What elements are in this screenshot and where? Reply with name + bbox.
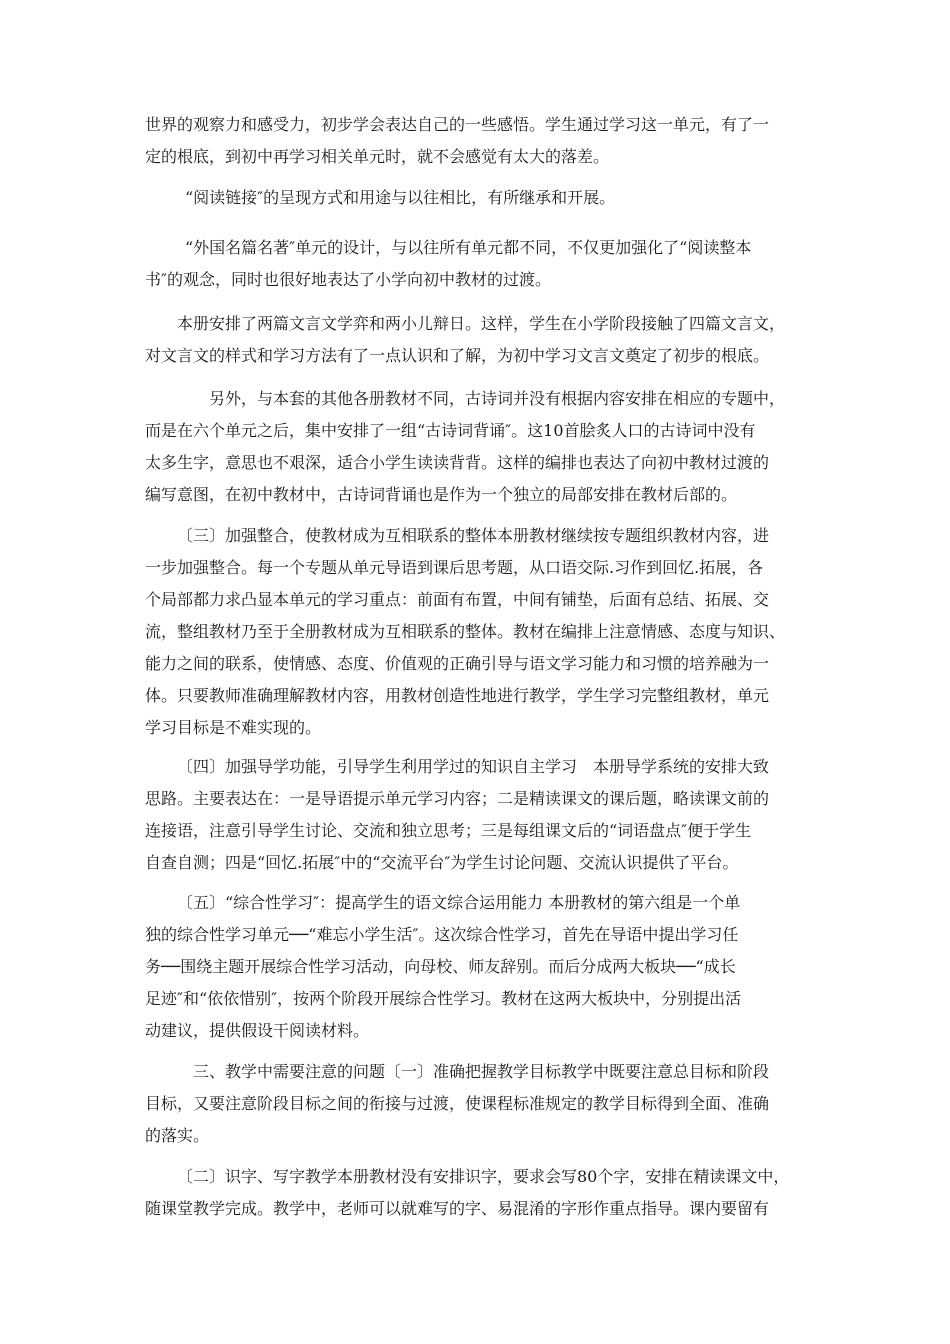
paragraph-7 [145, 751, 815, 879]
text-line: 务──围绕主题开展综合性学习活动，向母校、师友辞别。而后分成两大板块──“成长 [145, 957, 736, 976]
text-line: 〔三〕加强整合，使教材成为互相联系的整体本册教材继续按专题组织教材内容，进 [177, 526, 770, 545]
text-line: 动建议，提供假设干阅读材料。 [145, 1021, 370, 1040]
text-line: 随课堂教学完成。教学中，老师可以就难写的字、易混淆的字形作重点指导。课内要留有 [145, 1199, 770, 1218]
text-line: 思路。主要表达在：一是导语提示单元学习内容；二是精读课文的课后题，略读课文前的 [145, 789, 770, 808]
text-line: 三、教学中需要注意的问题〔一〕准确把握教学目标教学中既要注意总目标和阶段 [193, 1062, 770, 1081]
text-line: 另外，与本套的其他各册教材不同，古诗词并没有根据内容安排在相应的专题中， [209, 389, 786, 408]
text-line: “阅读链接″的呈现方式和用途与以往相比，有所继承和开展。 [185, 188, 616, 207]
text-line: 体。只要教师准确理解教材内容，用教材创造性地进行教学，学生学习完整组教材，单元 [145, 686, 770, 705]
text-line: 连接语，注意引导学生讨论、交流和独立思考；三是每组课文后的“词语盘点″便于学生 [145, 821, 752, 840]
text-line: 一步加强整合。每一个专题从单元导语到课后思考题，从口语交际.习作到回忆.拓展，各 [145, 558, 764, 577]
paragraph-9 [145, 1056, 815, 1152]
text-line: 独的综合性学习单元──“难忘小学生活″。这次综合性学习，首先在导语中提出学习任 [145, 925, 739, 944]
text-line: 自查自测；四是“回忆.拓展″中的“交流平台″为学生讨论问题、交流认识提供了平台。 [145, 853, 739, 872]
text-line: 而是在六个单元之后，集中安排了一组“古诗词背诵″。这10首脍炙人口的古诗词中没有 [145, 421, 756, 440]
text-line: 足迹″和“依依惜别″，按两个阶段开展综合性学习。教材在这两大板块中，分别提出活 [145, 989, 742, 1008]
text-line: “外国名篇名著″单元的设计，与以往所有单元都不同，不仅更加强化了“阅读整本 [185, 238, 752, 257]
paragraph-1 [145, 109, 815, 173]
text-line: 的落实。 [145, 1126, 210, 1145]
text-line: 编写意图，在初中教材中，古诗词背诵也是作为一个独立的局部安排在教材后部的。 [145, 485, 738, 504]
paragraph-2 [145, 182, 815, 214]
text-line: 目标，又要注意阶段目标之间的衔接与过渡，使课程标准规定的教学目标得到全面、准确 [145, 1094, 770, 1113]
text-line: 本册安排了两篇文言文学弈和两小儿辩日。这样，学生在小学阶段接触了四篇文言文， [177, 314, 786, 333]
paragraph-8 [145, 887, 815, 1047]
paragraph-5 [145, 383, 815, 511]
text-line: 个局部都力求凸显本单元的学习重点：前面有布置，中间有铺垫，后面有总结、拓展、交 [145, 590, 770, 609]
text-line: 对文言文的样式和学习方法有了一点认识和了解，为初中学习文言文奠定了初步的根底。 [145, 346, 770, 365]
text-line: 太多生字，意思也不艰深，适合小学生读读背背。这样的编排也表达了向初中教材过渡的 [145, 453, 770, 472]
text-line: 能力之间的联系，使情感、态度、价值观的正确引导与语文学习能力和习惯的培养融为一 [145, 654, 770, 673]
text-line: 〔二〕识字、写字教学本册教材没有安排识字，要求会写80个字，安排在精读课文中， [177, 1167, 790, 1186]
paragraph-3 [145, 232, 815, 296]
text-line: 世界的观察力和感受力，初步学会表达自己的一些感悟。学生通过学习这一单元，有了一 [145, 115, 770, 134]
text-line: 学习目标是不难实现的。 [145, 718, 322, 737]
text-line: 〔五〕“综合性学习″：提高学生的语文综合运用能力 本册教材的第六组是一个单 [177, 893, 741, 912]
paragraph-4 [145, 308, 815, 372]
text-line: 流，整组教材乃至于全册教材成为互相联系的整体。教材在编排上注意情感、态度与知识、 [145, 622, 786, 641]
text-line: 〔四〕加强导学功能，引导学生利用学过的知识自主学习 本册导学系统的安排大致 [177, 757, 770, 776]
paragraph-10 [145, 1161, 815, 1225]
text-line: 书″的观念，同时也很好地表达了小学向初中教材的过渡。 [145, 270, 551, 289]
text-line: 定的根底，到初中再学习相关单元时，就不会感觉有太大的落差。 [145, 147, 610, 166]
paragraph-6 [145, 520, 815, 744]
